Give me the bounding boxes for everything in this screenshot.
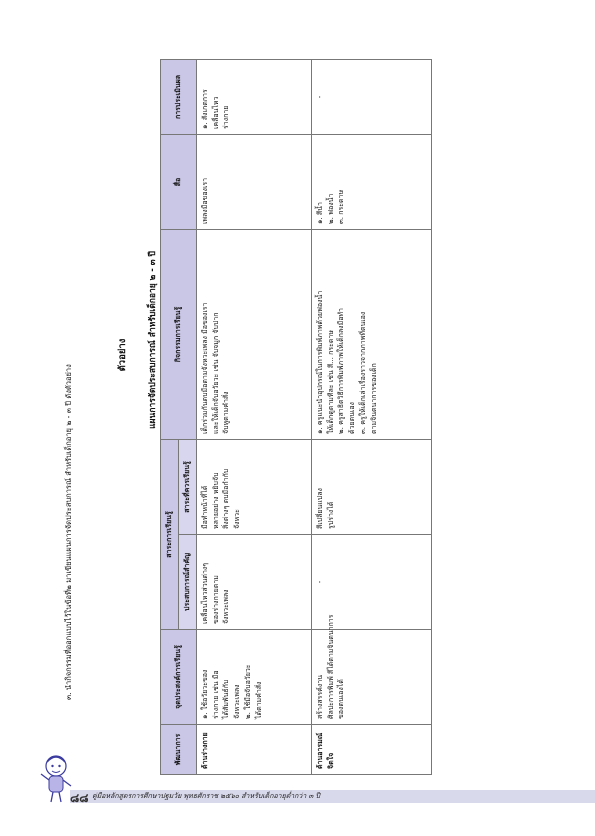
cell-line: สร้างสรรค์งาน bbox=[315, 675, 324, 719]
cell-line: ร่างกาย เช่น มือ bbox=[211, 670, 220, 719]
footer-text: คู่มือหลักสูตรการศึกษาปฐมวัย พุทธศักราช ๒๕๖๐ สำหรับเด็กอายุต่ำกว่า ๓ ปี bbox=[92, 792, 320, 800]
cell-objective bbox=[311, 614, 431, 725]
cell-line: จังหวะเพลง bbox=[222, 589, 231, 624]
page-number: ๘๘ bbox=[70, 791, 89, 805]
lesson-plan-table bbox=[160, 59, 432, 775]
cell-media bbox=[311, 134, 431, 229]
cell-line: ศิลปะการพิมพ์ สีได้ตามจินตนาการ bbox=[326, 614, 335, 719]
header-evaluation: การประเมินผล bbox=[161, 59, 197, 134]
cell-content-topic bbox=[311, 439, 431, 534]
example-title: ตัวอย่าง bbox=[117, 338, 128, 372]
cell-line: - bbox=[315, 95, 324, 99]
header-content-topic: สาระที่ควรเรียนรู้ bbox=[178, 439, 196, 534]
cell-content-topic bbox=[196, 439, 311, 534]
cell-development: ด้านร่างกาย bbox=[196, 725, 311, 775]
cell-line: ๒. ใช้มือจับอวัยวะ bbox=[244, 664, 253, 719]
header-development: พัฒนาการ bbox=[161, 725, 197, 775]
cell-line: ได้สัมพันธ์กับ bbox=[222, 679, 231, 719]
cell-line: และให้เด็กจับอวัยวะ เช่น จับจมูก จับปาก bbox=[211, 312, 220, 434]
cell-line: ๑. สังเกตการ bbox=[200, 89, 209, 129]
cell-line: สิ่งต่างๆ ตบมือกำกับ bbox=[222, 468, 231, 529]
cell-activity bbox=[311, 229, 431, 439]
cell-line: ของตนเองได้ bbox=[337, 679, 346, 719]
cell-line: ๓. ครูให้เด็กเล่าเรื่องราวจากภาพที่ตนเอง bbox=[359, 311, 368, 434]
header-learning-content: สาระการเรียนรู้ bbox=[161, 439, 179, 629]
cell-line: ๒. ฟองน้ำ bbox=[326, 193, 335, 224]
lesson-plan-table-wrapper bbox=[160, 59, 432, 775]
cell-line: ๑. ใช้อวัยวะของ bbox=[200, 669, 209, 719]
cell-line: ให้เด็กดูตามทีละ เช่น สี... กระดาษ bbox=[326, 330, 335, 434]
cell-line: เพลงมือของเรา bbox=[200, 177, 209, 224]
cell-line: รูปร่างได้ bbox=[326, 501, 335, 529]
cell-line: เคลื่อนไหว bbox=[211, 96, 220, 129]
cell-line: สีเปลี่ยนแปลง bbox=[315, 488, 324, 529]
table-row bbox=[311, 59, 431, 774]
cell-line: ๑. ครูแนะนำอุปกรณ์ในการพิมพ์ภาพด้วยฟองน้ำ bbox=[315, 290, 324, 434]
cell-line: หลายอย่าง หยิบจับ bbox=[211, 472, 220, 529]
cell-line: มือทำหน้าที่ได้ bbox=[200, 485, 209, 529]
cell-line: เคลื่อนไหวส่วนต่างๆ bbox=[200, 562, 209, 624]
cell-line: ได้ตามคำสั่ง bbox=[254, 681, 263, 719]
cell-line: ๑. สีน้ำ bbox=[315, 202, 324, 224]
cartoon-child-mascot-icon bbox=[38, 752, 74, 804]
instruction-text: ๓. นำกิจกรรมที่ออกแบบไว้ในข้อที่๒ มาเขียนแผนการจัดประสบการณ์ สำหรับเด็กอายุ ๒ - ๓ ปี ดังตัวอย่าง bbox=[64, 364, 73, 700]
table-row bbox=[196, 59, 311, 774]
cell-line: จับหูตามคำสั่ง bbox=[222, 391, 231, 434]
cell-development: ด้านอารมณ์ จิตใจ bbox=[311, 725, 431, 775]
cell-line: ด้วยตนเอง bbox=[348, 402, 357, 434]
cell-line: ๓. กระดาษ bbox=[337, 189, 346, 224]
plan-title: แผนการจัดประสบการณ์ สำหรับเด็กอายุ ๒ - ๓ ปี bbox=[148, 251, 158, 429]
cell-activity bbox=[196, 229, 311, 439]
cell-media bbox=[196, 134, 311, 229]
cell-line: จังหวะ bbox=[233, 509, 242, 529]
header-objective: จุดประสงค์การเรียนรู้ bbox=[161, 630, 197, 725]
cell-line: ร่างกาย bbox=[222, 105, 231, 129]
header-key-experience: ประสบการณ์สำคัญ bbox=[178, 535, 196, 630]
cell-objective bbox=[196, 630, 311, 725]
cell-line: เด็กร่วมกันตบมือตามจังหวะเพลง มือของเรา bbox=[200, 302, 209, 434]
header-activity: กิจกรรมการเรียนรู้ bbox=[161, 229, 197, 439]
cell-line: จังหวะเพลง bbox=[233, 684, 242, 719]
header-media: สื่อ bbox=[161, 134, 197, 229]
cell-line: - bbox=[315, 580, 324, 584]
cell-evaluation bbox=[311, 59, 431, 134]
cell-evaluation bbox=[196, 59, 311, 134]
cell-line: ๒. ครูสาธิตวิธีการพิมพ์ภาพให้เด็กลงมือทำ bbox=[337, 308, 346, 434]
cell-line: ของร่างกายตาม bbox=[211, 575, 220, 624]
cell-key-experience bbox=[196, 535, 311, 630]
cell-line: ตามจินตนาการของเด็ก bbox=[369, 363, 378, 434]
